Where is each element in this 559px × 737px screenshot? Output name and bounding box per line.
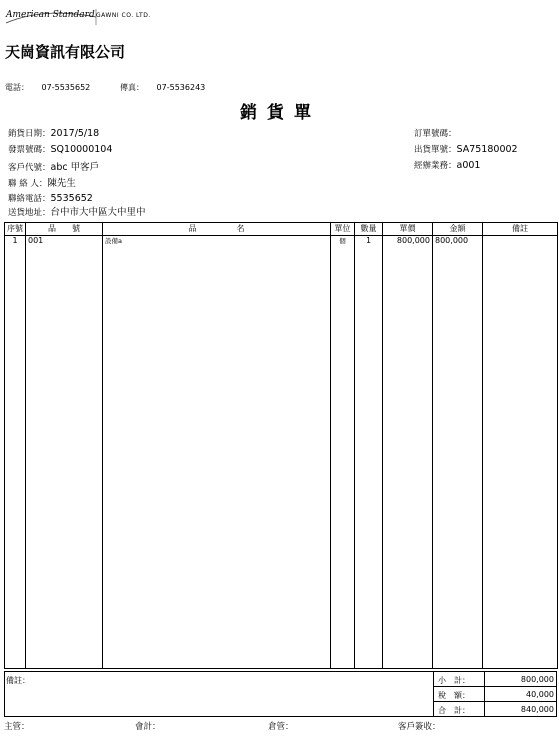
cell-price: 800,000 xyxy=(383,236,433,669)
field-label: 聯絡電話： xyxy=(8,194,51,204)
cell-name: 設備a xyxy=(103,236,331,669)
field-order-no xyxy=(414,127,457,139)
remark-label: 備註： xyxy=(6,676,30,685)
company-name: 天崗資訊有限公司 xyxy=(5,43,126,61)
document-title: 銷貨單 xyxy=(240,103,321,123)
field-value: 陳先生 xyxy=(47,178,76,189)
field-label: 訂單號碼： xyxy=(414,129,457,139)
field-phone xyxy=(8,192,93,204)
table-row xyxy=(5,236,558,669)
field-sale-date xyxy=(8,127,99,139)
tel-label: 電話： xyxy=(5,83,29,92)
field-label: 聯 絡 人： xyxy=(8,179,48,189)
field-label: 客戶代號： xyxy=(8,163,51,173)
col-seq: 序號 xyxy=(5,223,26,236)
field-value: SA75180002 xyxy=(456,144,518,155)
field-value: abc 甲客戶 xyxy=(50,162,100,173)
col-price: 單價 xyxy=(383,223,433,236)
cell-qty: 1 xyxy=(355,236,383,669)
field-contact xyxy=(8,175,76,189)
subtotal-value: 800,000 xyxy=(520,675,554,684)
field-value: 台中市大中區大中里中 xyxy=(50,207,146,218)
subtotal-label: 小 計： xyxy=(438,676,470,685)
cell-amount: 800,000 xyxy=(433,236,483,669)
tax-label: 稅 額： xyxy=(438,691,470,700)
field-label: 經辦業務： xyxy=(414,161,457,171)
summary-row-line xyxy=(433,701,557,702)
field-invoice-no xyxy=(8,143,112,155)
tel-value: 07-5535652 xyxy=(41,83,91,92)
summary-divider xyxy=(433,671,434,717)
field-shipment-no xyxy=(414,143,518,155)
fax-value: 07-5536243 xyxy=(156,83,206,92)
tel-line xyxy=(5,82,90,93)
total-value: 840,000 xyxy=(520,705,554,714)
fax-line xyxy=(120,82,205,93)
summary-row-line xyxy=(433,686,557,687)
summary-divider xyxy=(484,671,485,717)
col-name: 品 名 xyxy=(103,223,331,236)
table-header-row xyxy=(5,223,558,236)
field-address xyxy=(8,204,146,218)
items-table xyxy=(4,222,558,669)
cell-unit: 個 xyxy=(331,236,355,669)
accountant-signature: 會計： xyxy=(135,722,161,732)
field-value: a001 xyxy=(456,160,481,171)
logo-script-text: American Standard xyxy=(6,10,95,20)
field-value: 5535652 xyxy=(50,193,93,204)
cell-note xyxy=(483,236,558,669)
fax-label: 傳真： xyxy=(120,83,144,92)
cell-seq: 1 xyxy=(5,236,26,669)
cell-code: 001 xyxy=(26,236,103,669)
col-amount: 金額 xyxy=(433,223,483,236)
total-label: 合 計： xyxy=(438,706,470,715)
customer-signature: 客戶簽收： xyxy=(398,722,441,732)
col-code: 品 號 xyxy=(26,223,103,236)
field-value: SQ10000104 xyxy=(50,144,113,155)
tax-value: 40,000 xyxy=(526,690,554,699)
field-label: 銷貨日期： xyxy=(8,129,51,139)
field-label: 送貨地址： xyxy=(8,208,51,218)
field-sales-rep xyxy=(414,159,480,171)
supervisor-signature: 主管： xyxy=(4,722,30,732)
field-value: 2017/5/18 xyxy=(50,128,100,139)
field-customer-code xyxy=(8,159,99,173)
field-label: 發票號碼： xyxy=(8,145,51,155)
col-unit: 單位 xyxy=(331,223,355,236)
col-qty: 數量 xyxy=(355,223,383,236)
logo-company-text: GAWNI CO. LTD. xyxy=(96,12,151,19)
field-label: 出貨單號： xyxy=(414,145,457,155)
summary-box xyxy=(4,671,557,717)
warehouse-signature: 倉管： xyxy=(268,722,294,732)
col-note: 備註 xyxy=(483,223,558,236)
